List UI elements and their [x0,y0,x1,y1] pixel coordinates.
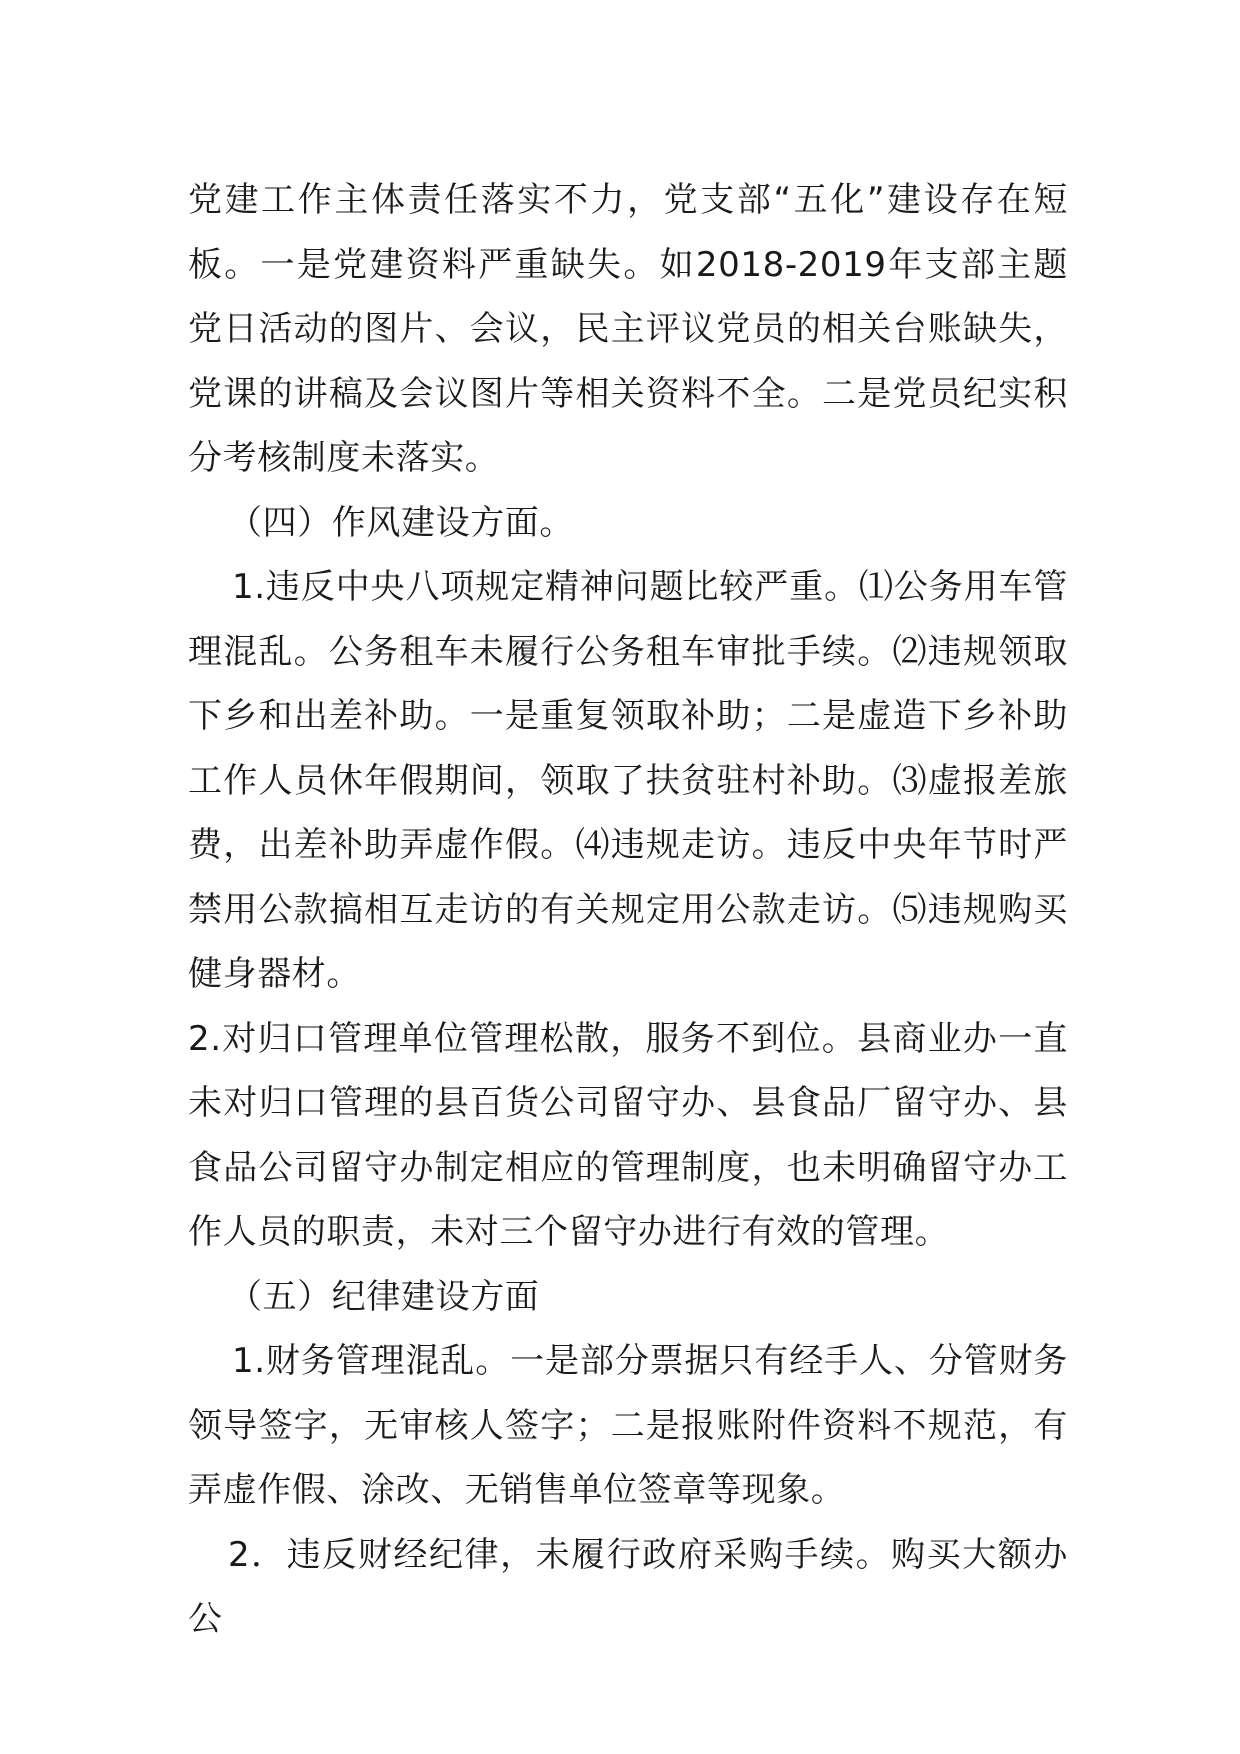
paragraph-financial-management: 1.财务管理混乱。一是部分票据只有经手人、分管财务领导签字，无审核人签字；二是报账附件资料不规范，有弄虚作假、涂改、无销售单位签章等现象。 [188,1341,1068,1510]
paragraph-unit-management: 2.对归口管理单位管理松散，服务不到位。县商业办一直未对归口管理的县百货公司留守办、县食品厂留守办、县食品公司留守办制定相应的管理制度，也未明确留守办工作人员的职责，未对三个留守办进行有效的管理。 [188,1018,1068,1252]
paragraph-eight-rules: 1.违反中央八项规定精神问题比较严重。⑴公务用车管理混乱。公务租车未履行公务租车审批手续。⑵违规领取下乡和出差补助。一是重复领取补助；二是虚造下乡补助工作人员休年假期间，领取了扶贫驻村补助。⑶虚报差旅费，出差补助弄虚作假。⑷违规走访。违反中央年节时严禁用公款搞相互走访的有关规定用公款走访。⑸违规购买健身器材。 [188,567,1068,994]
document-body [188,168,1068,1652]
paragraph-party-building: 党建工作主体责任落实不力，党支部“五化”建设存在短板。一是党建资料严重缺失。如2018-2019年支部主题党日活动的图片、会议，民主评议党员的相关台账缺失，党课的讲稿及会议图片等相关资料不全。二是党员纪实积分考核制度未落实。 [188,180,1068,478]
paragraph-procurement: 2．违反财经纪律，未履行政府采购手续。购买大额办公 [188,1534,1068,1639]
section-heading-work-style: （四）作风建设方面。 [228,502,574,543]
section-heading-discipline: （五）纪律建设方面 [228,1276,540,1317]
